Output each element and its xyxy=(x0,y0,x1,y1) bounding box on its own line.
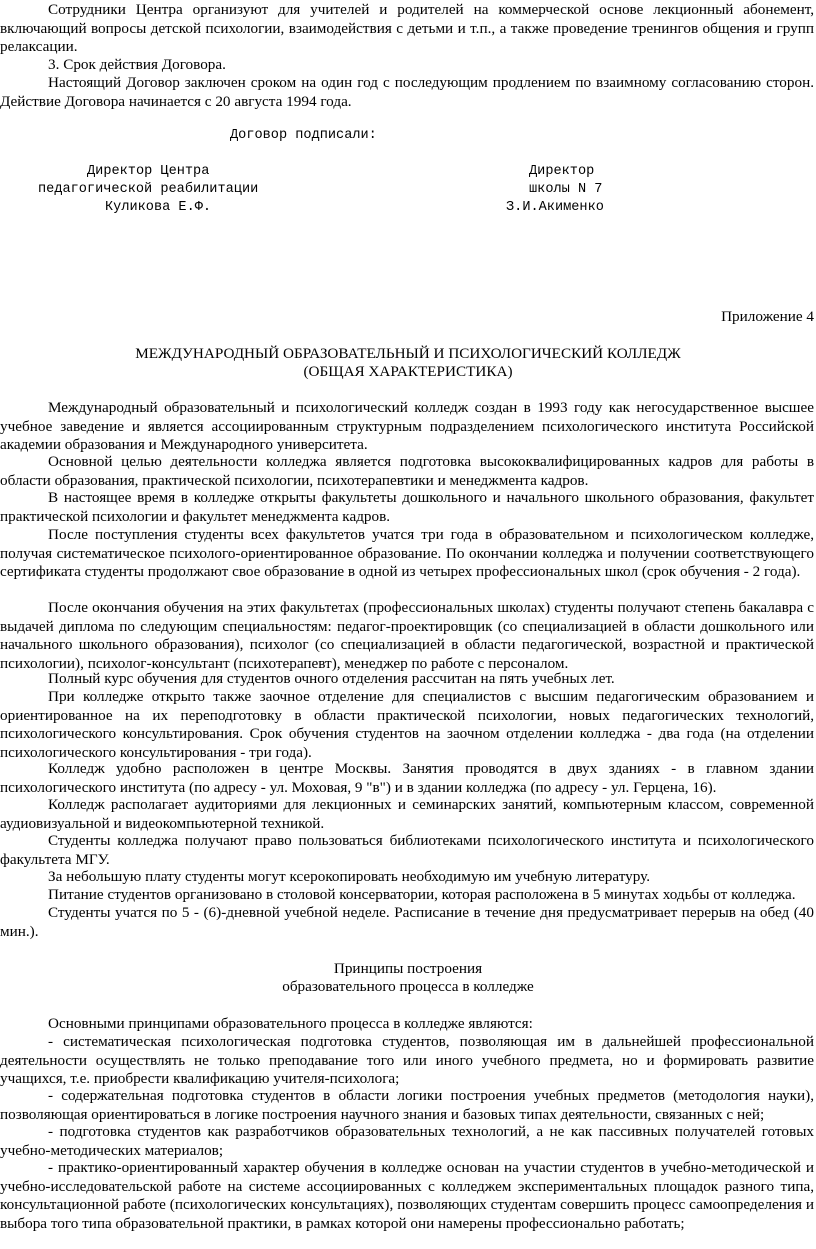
appendix-title: МЕЖДУНАРОДНЫЙ ОБРАЗОВАТЕЛЬНЫЙ И ПСИХОЛОГИЧЕСКИЙ КОЛЛЕДЖ xyxy=(135,345,681,362)
body-paragraph: Колледж располагает аудиториями для лекционных и семинарских занятий, компьютерным классом, современной аудиовизуальной и видеокомпьютерной техникой. xyxy=(0,796,814,832)
body-paragraph: За небольшую плату студенты могут ксерокопировать необходимую им учебную литературу. xyxy=(48,868,651,885)
principle-item: - содержательная подготовка студентов в области логики построения учебных предметов (методология науки), позволяющая ориентироваться в логике построения научного знания и базовых типах деятельности, связанных с ней; xyxy=(0,1087,814,1123)
left-signatory-name: Куликова Е.Ф. xyxy=(105,200,212,215)
right-signatory-title: Директор xyxy=(529,164,595,179)
left-signatory-title: Директор Центра xyxy=(87,164,210,179)
principles-intro: Основными принципами образовательного процесса в колледже являются: xyxy=(48,1015,533,1032)
body-paragraph: Студенты учатся по 5 - (6)-дневной учебной неделе. Расписание в течение дня предусматривает перерыв на обед (40 мин.). xyxy=(0,904,814,940)
signatures-heading: Договор подписали: xyxy=(230,128,377,143)
appendix-subtitle: (ОБЩАЯ ХАРАКТЕРИСТИКА) xyxy=(303,363,513,380)
appendix-label: Приложение 4 xyxy=(721,308,814,325)
body-paragraph: Основной целью деятельности колледжа является подготовка высококвалифицированных кадров для работы в области образования, практической психологии, психотерапевтики и менеджмента кадров. xyxy=(0,453,814,489)
left-signatory-org: педагогической реабилитации xyxy=(38,182,259,197)
intro-paragraph: Сотрудники Центра организуют для учителей и родителей на коммерческой основе лекционный абонемент, включающий вопросы детской психологии, взаимодействия с детьми и т.п., а также проведение тренингов общения и групп релаксации. xyxy=(0,1,814,55)
body-paragraph: Питание студентов организовано в столовой консерватории, которая расположена в 5 минутах ходьбы от колледжа. xyxy=(48,886,796,903)
intro-paragraph: Настоящий Договор заключен сроком на один год с последующим продлением по взаимному согласованию сторон. Действие Договора начинается с 20 августа 1994 года. xyxy=(0,74,814,110)
body-paragraph: После поступления студенты всех факультетов учатся три года в образовательном и психологическом колледже, получая систематическое психолого-ориентированное образование. По окончании колледжа и получении соответствующего сертификата студенты продолжают свое образование в одной из четырех профессиональных школ (срок обучения - 2 года). xyxy=(0,526,814,580)
principles-subtitle: образовательного процесса в колледже xyxy=(282,978,534,995)
right-signatory-name: З.И.Акименко xyxy=(506,200,604,215)
body-paragraph: Колледж удобно расположен в центре Москвы. Занятия проводятся в двух зданиях - в главном здании психологического института (по адресу - ул. Моховая, 9 "в") и в здании колледжа (по адресу - ул. Герцена, 16). xyxy=(0,760,814,796)
body-paragraph: После окончания обучения на этих факультетах (профессиональных школах) студенты получают степень бакалавра с выдачей диплома по следующим специальностям: педагог-проектировщик (со специализацией в области дошкольного или начального школьного образования), психолог (со специализацией в области педагогической, возрастной и практической психологии), психолог-консультант (психотерапевт), менеджер по работе с персоналом. xyxy=(0,599,814,672)
principle-item: - систематическая психологическая подготовка студентов, позволяющая им в дальнейшей профессиональной деятельности осуществлять не только преподавание того или иного учебного предмета, но и формировать развитие учащихся, т.е. приобрести квалификацию учителя-психолога; xyxy=(0,1033,814,1087)
body-paragraph: Полный курс обучения для студентов очного отделения рассчитан на пять учебных лет. xyxy=(48,670,615,687)
principles-title: Принципы построения xyxy=(333,960,483,977)
body-paragraph: В настоящее время в колледже открыты факультеты дошкольного и начального школьного образования, факультет практической психологии и факультет менеджмента кадров. xyxy=(0,489,814,525)
section-heading-term: 3. Срок действия Договора. xyxy=(48,56,226,73)
body-paragraph: Международный образовательный и психологический колледж создан в 1993 году как негосударственное высшее учебное заведение и является ассоциированным структурным подразделением психологического института Российской академии образования и Международного университета. xyxy=(0,399,814,453)
right-signatory-org: школы N 7 xyxy=(529,182,603,197)
body-paragraph: Студенты колледжа получают право пользоваться библиотеками психологического института и психологического факультета МГУ. xyxy=(0,832,814,868)
principle-item: - подготовка студентов как разработчиков образовательных технологий, а не как пассивных получателей готовых учебно-методических материалов; xyxy=(0,1123,814,1159)
principle-item: - практико-ориентированный характер обучения в колледже основан на участии студентов в учебно-методической и учебно-исследовательской работе на системе ассоциированных с колледжем экспериментальных площадок разного типа, консультационной работе (психологических консультациях), позволяющих студентам совершить процесс самоопределения и выбора того типа образовательной практики, в рамках которой они намерены профессионально работать; xyxy=(0,1159,814,1232)
body-paragraph: При колледже открыто также заочное отделение для специалистов с высшим педагогическим образованием и ориентированное на их переподготовку в области практической психологии, новых педагогических технологий, психологического консультирования. Срок обучения студентов на заочном отделении колледжа - два года (на отделении психологического консультирования - три года). xyxy=(0,688,814,761)
